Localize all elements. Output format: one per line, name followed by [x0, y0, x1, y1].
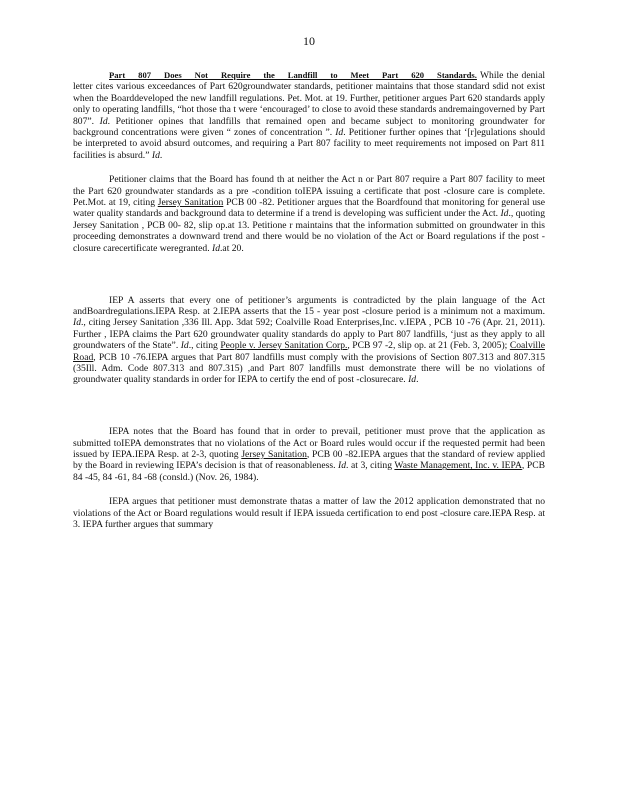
- paragraph-text: , PCB 10 -76.IEPA argues that Part 807 landfills must comply with the provisions of Section 807.313 and 807.315 (35Ill. Adm. Code 807.313 and 807.315) ,and Part 807 landfills must demonstrate there will be no violations of groundwater quality standards in order for IEPA to certify the end of post -closurecare.: [73, 351, 545, 386]
- citation-id: Id: [180, 340, 189, 352]
- paragraph-iepa-argues: [73, 496, 545, 530]
- paragraph-text: While the denial letter cites various exceedances of Part 620groundwater standards, petitioner maintains that those standard sdid not exist when the Boarddeveloped the new landfill regulations. Pet. Mot. at 19. Further, petitioner argues Part 620 standards apply only to operating landfills, “hot those tha t were ‘encouraged’ to close to avoid these standards andremaingoverned by Part 807”.: [73, 70, 545, 127]
- section-heading-iepa-response: [73, 267, 545, 278]
- paragraph-text: . Petitioner opines that landfills that remained open and became subject to monitoring groundwater for background concentrations were given “ zones of concentration ”.: [73, 115, 545, 139]
- citation-id: Id: [500, 208, 509, 220]
- case-citation: Waste Management, Inc. v. IEPA: [394, 460, 522, 472]
- section-heading-burden-of-proof: [73, 399, 545, 410]
- paragraph-text: ., quoting Jersey Sanitation , PCB 00- 82, slip op.at 13. Petitione r maintains that the information submitted on groundwater in this proceeding demonstrates a downward trend and there would be no violation of the Act or Board regulations if the post -closure carecertificate weregranted.: [73, 208, 545, 254]
- paragraph-text: , PCB 84 -45, 84 -61, 84 -68 (consld.) (Nov. 26, 1984).: [73, 460, 545, 483]
- citation-id: Id: [73, 317, 81, 329]
- paragraph-text: .: [159, 149, 163, 161]
- paragraph-text: Petitioner claims that the Board has found th at neither the Act n or Part 807 require a Part 807 facility to meet the Part 620 groundwater standards as a pre -condition toIEPA issuing a certificate that post -closure care is complete. Pet.Mot. at 19, citing: [73, 174, 545, 209]
- section-heading-part-807: Part 807 Does Not Require the Landfill to Meet Part 620 Standards.: [109, 70, 477, 80]
- paragraph-text: PCB 00 -82. Petitioner argues that the Boardfound that monitoring for general use water quality standards and background data to determine if a trend is developing was sufficient under the Act.: [73, 197, 546, 220]
- page-number: 10: [303, 34, 315, 48]
- document-body: [73, 70, 545, 543]
- heading-text: [296, 267, 322, 277]
- citation-id: Id: [408, 374, 417, 386]
- case-citation: Jersey Sanitation: [157, 197, 224, 209]
- paragraph-text: IEPA argues that petitioner must demonstrate thatas a matter of law the 2012 application demonstrated that no violations of the Act or Board regulations would result if IEPA issueda certification to end post -closure care.IEPA Resp. at 3. IEPA further argues that summary: [73, 496, 545, 530]
- paragraph-text: . Petitioner further opines that ‘[r]egulations should be interpreted to avoid absurd outcomes, and requiring a Part 807 facility to meet requirements not imposed on Part 811 facilities is absurd.”: [73, 127, 545, 161]
- citation-id: Id: [212, 242, 221, 254]
- citation-id: Id: [151, 149, 160, 161]
- case-citation: Coalville Road: [73, 340, 545, 363]
- paragraph-text: , PCB 00 -82.IEPA argues that the standard of review applied by the Board in reviewing IEPA’s decision is that of reasonableness.: [73, 448, 546, 472]
- citation-id: Id: [335, 127, 344, 139]
- paragraph-petitioner-claims: [73, 174, 545, 254]
- paragraph-text: .at 20.: [220, 242, 244, 254]
- paragraph-iepa-notes: [73, 426, 545, 483]
- paragraph-text: IEP A asserts that every one of petitioner’s arguments is contradicted by the plain language of the Act andBoardregulations.IEPA Resp. at 2.IEPA asserts that the 15 - year post -closure period is a minimum not a maximum.: [73, 294, 545, 317]
- heading-text: [73, 400, 103, 409]
- paragraph-text: ., citing Jersey Sanitation ,336 Ill. App. 3dat 592; Coalville Road Enterprises,Inc. v.IEPA , PCB 10 -76 (Apr. 21, 2011). Further , IEPA claims the Part 620 groundwater quality standards do apply to Part 807 landfills, ‘just as they apply to all groundwaters of the State”.: [73, 317, 545, 352]
- paragraph-text: , PCB 97 -2, slip op. at 21 (Feb. 3, 2005);: [347, 340, 508, 352]
- case-citation: People v. Jersey Sanitation Corp.: [220, 340, 348, 352]
- citation-id: Id: [99, 115, 108, 127]
- paragraph-text: IEPA notes that the Board has found that in order to prevail, petitioner must prove that the application as submitted toIEPA demonstrates that no violations of the Act or Board rules would occur if the requested permit had been issued by IEPA.IEPA Resp. at 2-3, quoting: [73, 426, 545, 460]
- paragraph-text: ., citing: [188, 340, 218, 352]
- citation-id: Id: [338, 460, 347, 472]
- paragraph-text: . at 3, citing: [346, 460, 393, 472]
- paragraph-iepa-asserts: [73, 295, 545, 386]
- case-citation: Jersey Sanitation: [241, 448, 307, 460]
- paragraph-part-807: [73, 70, 545, 161]
- paragraph-text: .: [416, 374, 419, 386]
